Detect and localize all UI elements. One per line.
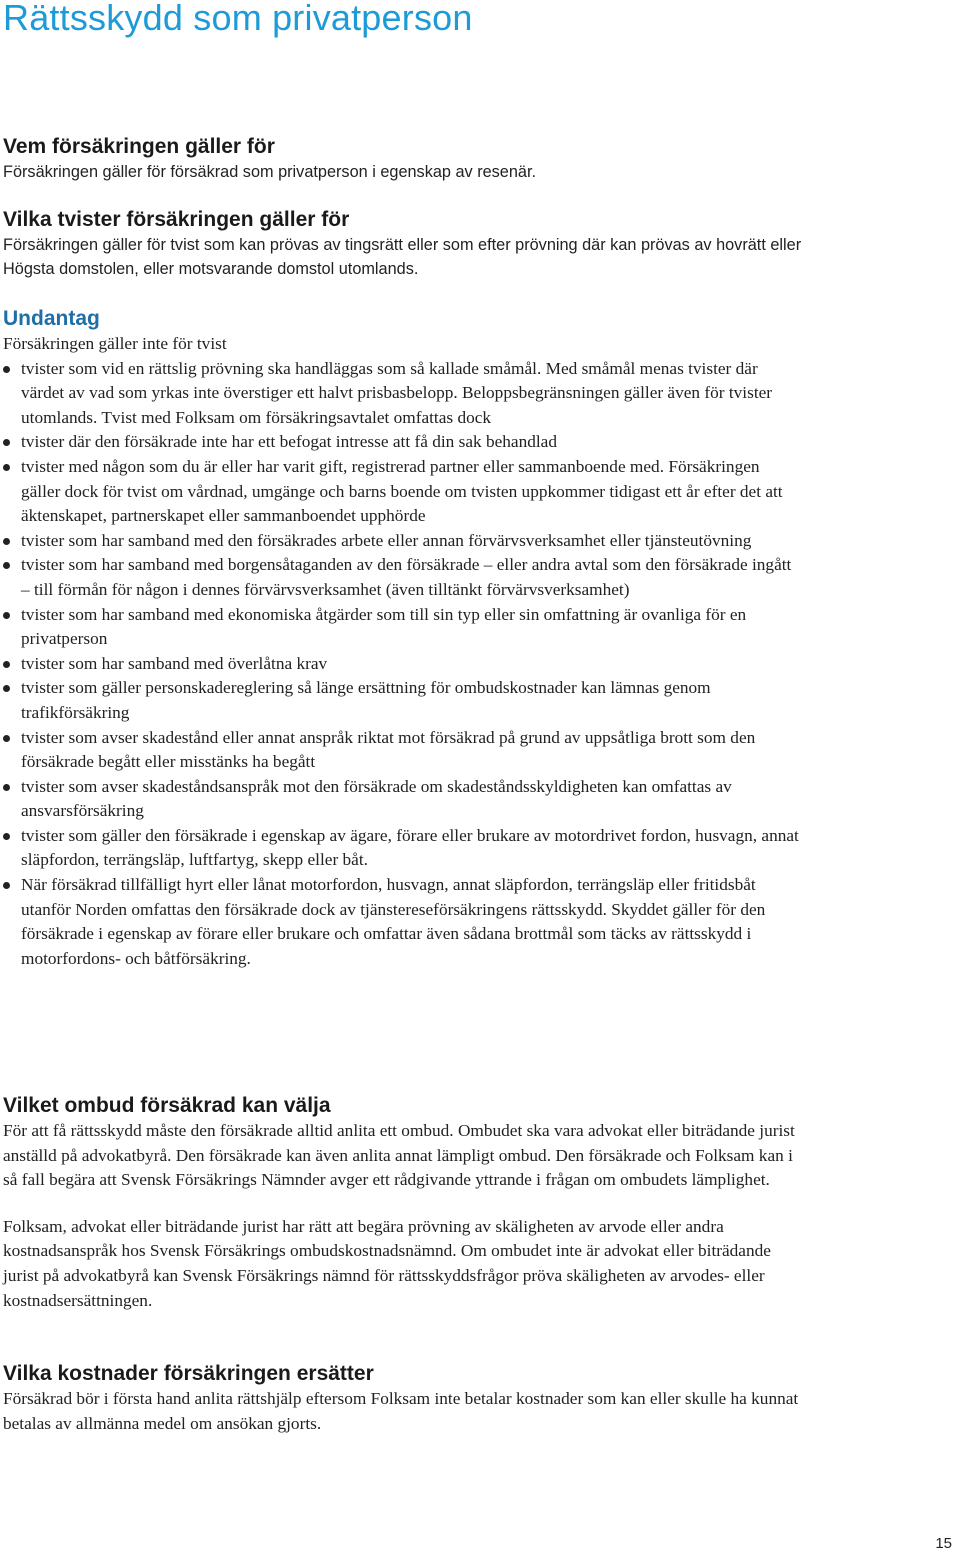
list-item-text: tvister där den försäkrade inte har ett befogat intresse att få din sak behandlad xyxy=(21,432,557,452)
list-item xyxy=(3,652,803,677)
list-item xyxy=(3,553,803,602)
section-heading: Vilket ombud försäkrad kan välja xyxy=(3,1094,331,1117)
section-text: Försäkringen gäller för försäkrad som privatperson i egenskap av resenär. xyxy=(3,163,537,181)
bullet-icon xyxy=(3,784,10,791)
list-item xyxy=(3,603,803,652)
section-undantag xyxy=(3,306,803,971)
section-ombud xyxy=(3,1093,803,1313)
section-paragraph: För att få rättsskydd måste den försäkrade alltid anlita ett ombud. Ombudet ska vara advokat eller biträdande jurist anställd på advokatbyrå. Den försäkrade kan även anlita annat lämpligt ombud. Den försäkrade och Folksam kan i så fall begära att Svensk Försäkrings Nämnder avger ett rådgivande yttrande i frågan om ombudets lämplighet. xyxy=(3,1121,795,1190)
bullet-icon xyxy=(3,366,10,373)
list-item-text: tvister som har samband med överlåtna krav xyxy=(21,653,328,673)
list-item-text: tvister som vid en rättslig prövning ska handläggas som så kallade småmål. Med småmål menas tvister där värdet av vad som yrkas inte överstiger ett halvt prisbasbelopp. Beloppsbegränsningen gäller även för tvister utomlands. Tvist med Folksam om försäkringsavtalet omfattas dock xyxy=(21,358,773,427)
list-item xyxy=(3,775,803,824)
bullet-icon xyxy=(3,439,10,446)
list-item xyxy=(3,529,803,554)
section-heading: Undantag xyxy=(3,307,100,330)
list-item xyxy=(3,357,803,431)
list-item-text: tvister som avser skadeståndsanspråk mot den försäkrade om skadeståndsskyldigheten kan omfattas av ansvarsförsäkring xyxy=(21,776,732,821)
section-heading: Vilka kostnader försäkringen ersätter xyxy=(3,1362,374,1385)
section-heading: Vem försäkringen gäller för xyxy=(3,135,275,158)
list-item-text: tvister som har samband med den försäkrades arbete eller annan förvärvsverksamhet eller tjänsteutövning xyxy=(21,530,752,550)
list-item xyxy=(3,430,803,455)
section-intro: Försäkringen gäller inte för tvist xyxy=(3,334,227,353)
section-text: Försäkringen gäller för tvist som kan prövas av tingsrätt eller som efter prövning där kan prövas av hovrätt eller Högsta domstolen, eller motsvarande domstol utomlands. xyxy=(3,236,802,278)
list-item-text: tvister som har samband med borgensåtaganden av den försäkrade – eller andra avtal som den försäkrade ingått – till förmån för någon i dennes förvärvsverksamhet (även tilltänkt förvärvsverksamhet) xyxy=(21,555,792,599)
bullet-icon xyxy=(3,882,10,889)
section-vem xyxy=(3,134,803,185)
bullet-icon xyxy=(3,612,10,619)
section-paragraph: Folksam, advokat eller biträdande jurist har rätt att begära prövning av skäligheten av arvode eller andra kostnadsanspråk hos Svensk Försäkrings ombudskostnadsnämnd. Om ombudet inte är advokat eller biträdande jurist på advokatbyrå kan Svensk Försäkrings nämnd för rättsskyddsfrågor pröva skäligheten av arvodes- eller kostnadsersättningen. xyxy=(3,1216,771,1310)
section-kostnader xyxy=(3,1361,803,1436)
list-item-text: tvister som har samband med ekonomiska åtgärder som till sin typ eller sin omfattning är ovanliga för en privatperson xyxy=(21,604,747,649)
list-item-text: tvister med någon som du är eller har varit gift, registrerad partner eller sammanboende med. Försäkringen gäller dock för tvist om vårdnad, umgänge och barns boende om tvisten uppkommer tidigast ett år efter det att äktenskapet, partnerskapet eller sammanboendet upphörde xyxy=(21,456,783,526)
page-title: Rättsskydd som privatperson xyxy=(3,0,473,38)
bullet-icon xyxy=(3,661,10,668)
bullet-icon xyxy=(3,464,10,471)
list-item xyxy=(3,676,803,725)
page-number: 15 xyxy=(935,1535,952,1552)
list-item-text: tvister som gäller den försäkrade i egenskap av ägare, förare eller brukare av motordrivet fordon, husvagn, annat släpfordon, terrängsläp, luftfartyg, skepp eller båt. xyxy=(21,825,799,870)
exclusion-list xyxy=(3,357,803,972)
list-item-text: När försäkrad tillfälligt hyrt eller lånat motorfordon, husvagn, annat släpfordon, terrängsläp eller fritidsbåt utanför Norden omfattas den försäkrade dock av tjänstereseförsäkringens rättsskydd. Skyddet gäller för den försäkrade i egenskap av förare eller brukare och omfattar även sådana brottmål som täcks av rättsskydd i motorfordons- och båtförsäkring. xyxy=(21,875,766,968)
list-item xyxy=(3,726,803,775)
section-heading: Vilka tvister försäkringen gäller för xyxy=(3,208,350,231)
list-item xyxy=(3,824,803,873)
list-item xyxy=(3,455,803,529)
bullet-icon xyxy=(3,685,10,692)
list-item-text: tvister som avser skadestånd eller annat anspråk riktat mot försäkrad på grund av uppsåtliga brott som den försäkrade begått eller misstänks ha begått xyxy=(21,727,756,772)
bullet-icon xyxy=(3,735,10,742)
list-item-text: tvister som gäller personskadereglering så länge ersättning för ombudskostnader kan lämnas genom trafikförsäkring xyxy=(21,678,711,722)
section-text: Försäkrad bör i första hand anlita rättshjälp eftersom Folksam inte betalar kostnader som kan eller skulle ha kunnat betalas av allmänna medel om ansökan gjorts. xyxy=(3,1389,799,1433)
list-item xyxy=(3,873,803,971)
bullet-icon xyxy=(3,538,10,545)
section-vilka-tvister xyxy=(3,207,803,281)
bullet-icon xyxy=(3,562,10,569)
bullet-icon xyxy=(3,833,10,840)
